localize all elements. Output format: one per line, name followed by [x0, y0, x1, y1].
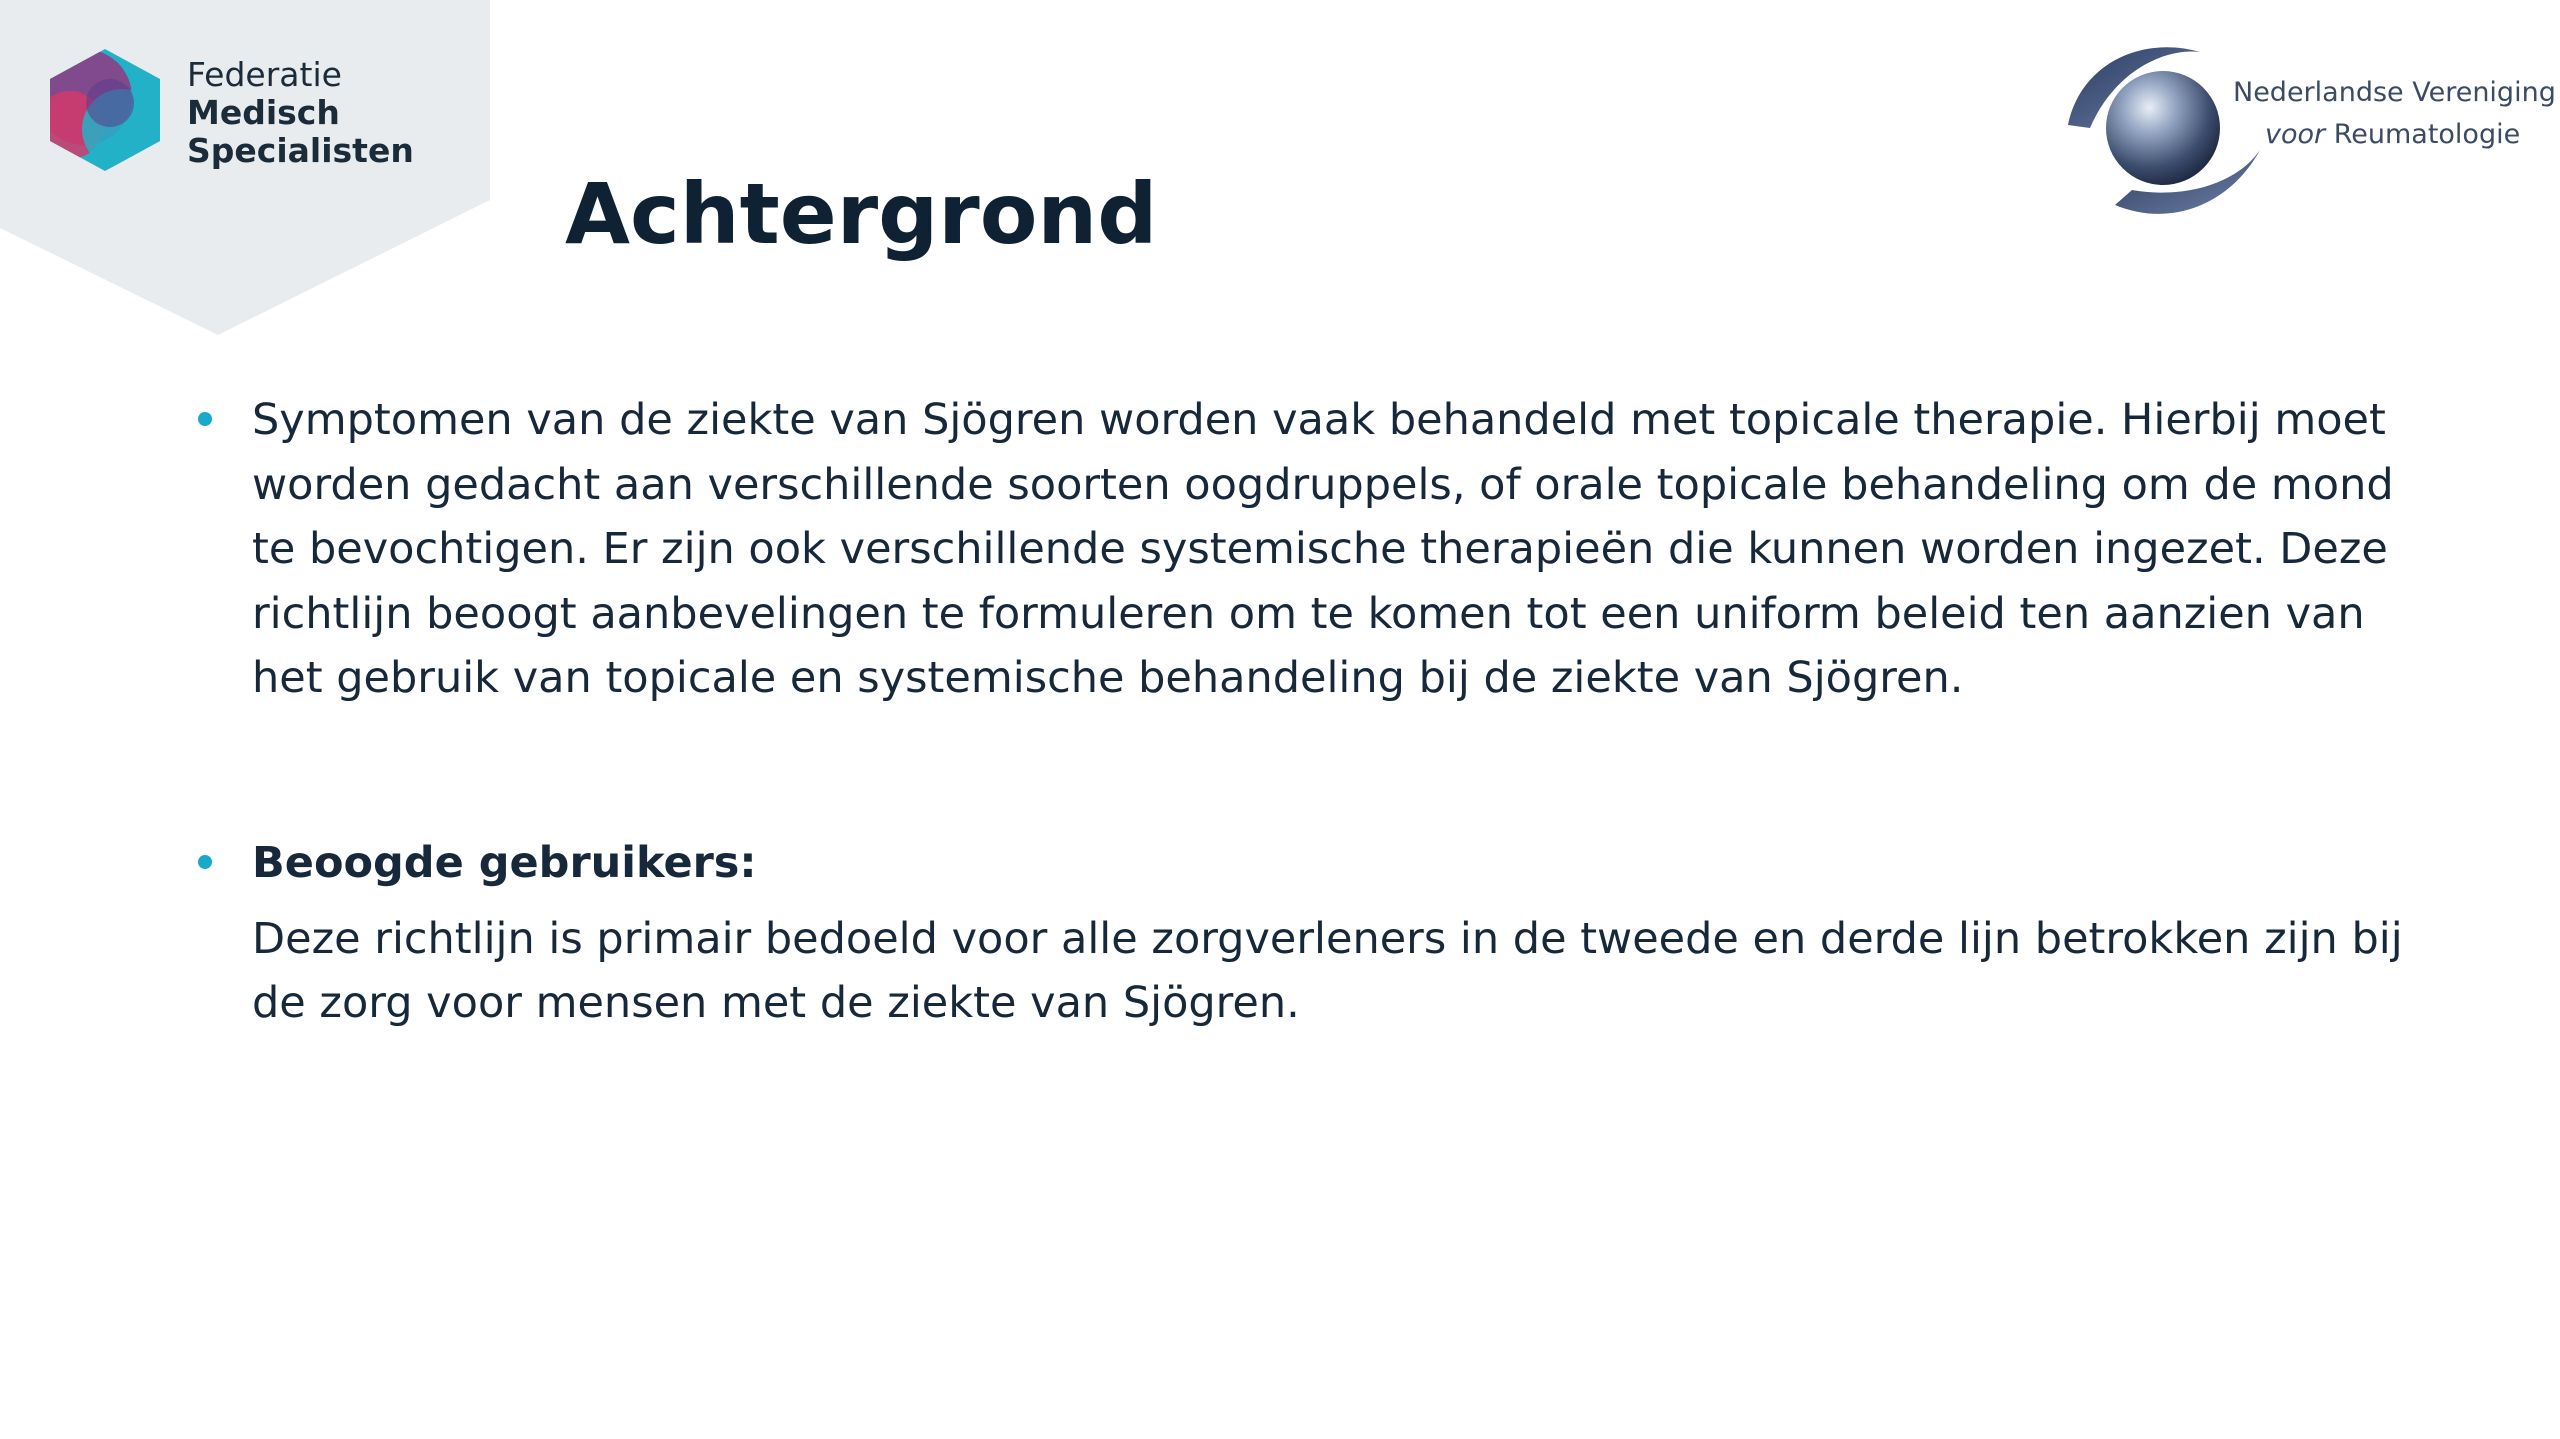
- fms-logo-line3: Specialisten: [187, 131, 414, 170]
- bullet-dot-icon: [198, 412, 212, 426]
- fms-logo-line1: Federatie: [187, 55, 342, 94]
- fms-logo-text: [187, 56, 414, 170]
- nvr-logo-line1: Nederlandse Vereniging: [2233, 77, 2556, 108]
- fms-logo-line2: Medisch: [187, 93, 340, 132]
- globe-swoosh-logo-icon: [2060, 30, 2260, 225]
- hexagon-logo-icon: [40, 45, 170, 175]
- nvr-logo-line2-italic: voor: [2265, 119, 2326, 150]
- slide-content: [190, 388, 2410, 1036]
- nvr-logo-text: [2233, 72, 2556, 156]
- bullet-item: [190, 831, 2410, 1036]
- fms-banner: [0, 0, 490, 335]
- nvr-logo-line2-rest: Reumatologie: [2325, 119, 2521, 150]
- bullet-text: Deze richtlijn is primair bedoeld voor alle zorgverleners in de tweede en derde lijn betrokken zijn bij de zorg voor mensen met de ziekte van Sjögren.: [252, 913, 2403, 1028]
- bullet-dot-icon: [198, 855, 212, 869]
- bullet-text: Symptomen van de ziekte van Sjögren worden vaak behandeld met topicale therapie. Hierbij moet worden gedacht aan verschillende soorten oogdruppels, of orale topicale behandeling om de mond te bevochtigen. Er zijn ook verschillende systemische therapieën die kunnen worden ingezet. Deze richtlijn beoogt aanbevelingen te formuleren om te komen tot een uniform beleid ten aanzien van het gebruik van topicale en systemische behandeling bij de ziekte van Sjögren.: [252, 395, 2394, 703]
- bullet-item: [190, 388, 2410, 711]
- nvr-logo-line2: [2233, 114, 2538, 156]
- bullet-heading: Beoogde gebruikers:: [252, 837, 757, 888]
- slide-title: Achtergrond: [565, 165, 1158, 263]
- nvr-logo: [2060, 30, 2556, 225]
